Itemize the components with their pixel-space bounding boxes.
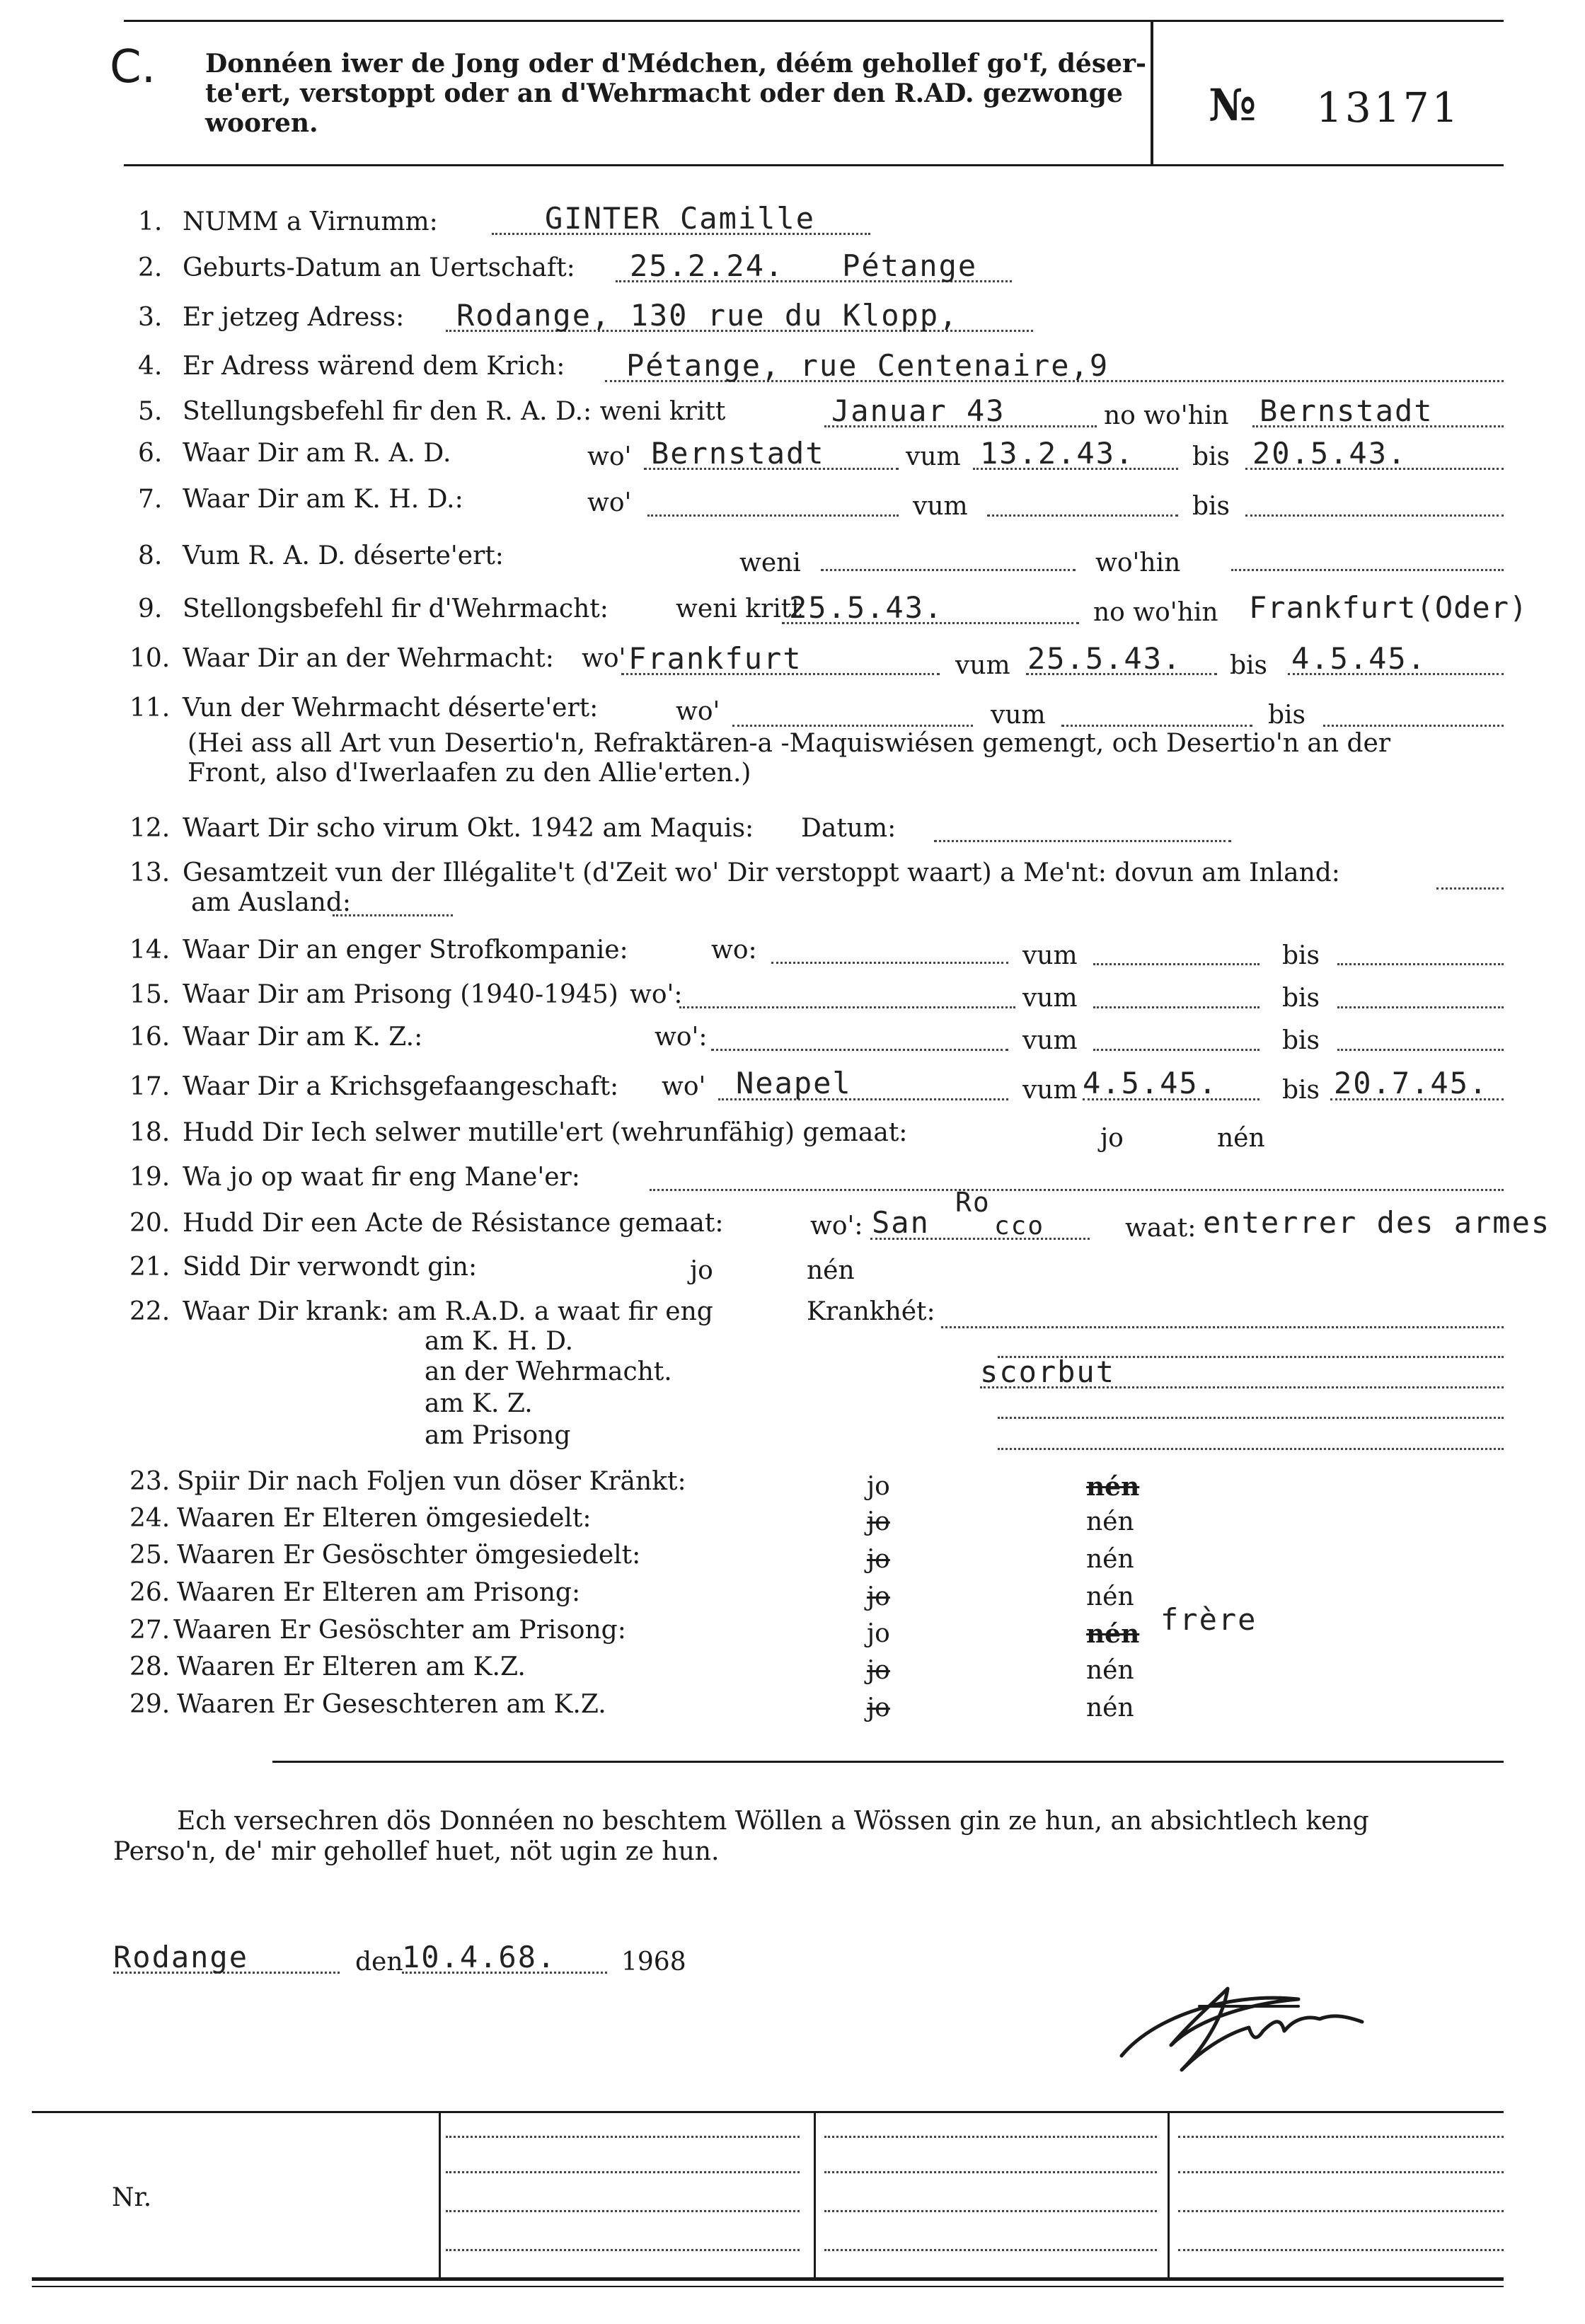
section-divider — [272, 1761, 1504, 1763]
item-number: 10. — [129, 644, 171, 673]
signature-date: 10.4.68. — [402, 1940, 557, 1974]
answer-field — [1436, 863, 1504, 890]
item-label: vum — [991, 701, 1046, 730]
item-label: Waaren Er Gesöschter am Prisong: — [173, 1616, 626, 1645]
answer-field — [1231, 545, 1504, 571]
item-option-nen: nén — [807, 1256, 855, 1285]
footer-field — [1178, 2151, 1504, 2173]
item-option-jo: jo — [867, 1472, 890, 1501]
header-title-line3: wooren. — [205, 108, 318, 138]
item-sublabel: am Prisong — [425, 1421, 571, 1450]
footer-bottom-line2 — [32, 2286, 1504, 2287]
item-option-nen: nén — [1086, 1656, 1134, 1685]
item-number: 14. — [129, 936, 171, 965]
footer-bottom-line — [32, 2277, 1504, 2281]
footer-field — [1178, 2229, 1504, 2251]
item-label: wo' — [662, 1072, 706, 1101]
item-number: 24. — [129, 1504, 171, 1533]
item-option-nen: nén — [1217, 1124, 1265, 1153]
item-note: (Hei ass all Art vun Desertio'n, Refraktären-a -Maquiswiésen gemengt, och Desertio'n an der — [188, 729, 1391, 758]
item-option-jo: jo — [867, 1693, 890, 1722]
answer-value: Rodange, 130 rue du Klopp, — [456, 298, 959, 333]
item-label: wo': — [630, 980, 683, 1009]
item-label: bis — [1192, 442, 1230, 471]
item-label: vum — [906, 442, 961, 471]
item-sublabel: am K. H. D. — [425, 1327, 574, 1356]
item-label: wo' — [582, 644, 626, 673]
item-label: wo' — [587, 442, 632, 471]
item-label: waat: — [1125, 1214, 1197, 1243]
answer-field — [1337, 939, 1504, 965]
footer-field — [824, 2229, 1157, 2251]
item-label: weni kritt — [676, 594, 802, 623]
answer-value: Neapel — [736, 1066, 852, 1100]
item-label: Stellungsbefehl fir den R. A. D.: weni kritt — [183, 397, 726, 426]
answer-field — [941, 1302, 1504, 1328]
item-label: Hudd Dir Iech selwer mutille'ert (wehrunfähig) gemaat: — [183, 1118, 908, 1147]
item-label: NUMM a Virnumm: — [183, 207, 438, 236]
footer-field — [824, 2116, 1157, 2138]
answer-value: Januar 43 — [831, 393, 1005, 428]
answer-value: scorbut — [980, 1354, 1116, 1389]
item-sublabel: an der Wehrmacht. — [425, 1357, 672, 1386]
item-number: 11. — [129, 694, 171, 723]
item-label: am Ausland: — [191, 888, 352, 917]
answer-field — [1061, 701, 1252, 727]
item-label: Krankhét: — [807, 1297, 935, 1326]
item-label: bis — [1192, 492, 1230, 521]
item-option-jo: jo — [867, 1507, 890, 1536]
answer-field — [1093, 982, 1260, 1008]
answer-value: 13.2.43. — [980, 436, 1135, 471]
item-label: Waaren Er Elteren am Prisong: — [177, 1578, 581, 1607]
item-label: Vun der Wehrmacht déserte'ert: — [183, 694, 599, 723]
answer-value: 25.5.43. — [789, 590, 944, 625]
answer-field — [1093, 939, 1260, 965]
item-label: vum — [1022, 984, 1078, 1013]
answer-field — [998, 1424, 1504, 1450]
form-letter: C. — [110, 41, 156, 93]
answer-field — [998, 1393, 1504, 1419]
item-number: 8. — [138, 541, 163, 570]
item-label: bis — [1282, 1026, 1320, 1055]
item-label: Sidd Dir verwondt gin: — [183, 1253, 478, 1282]
answer-field — [732, 701, 973, 727]
item-number: 26. — [129, 1578, 171, 1607]
item-label: Waaren Er Elteren ömgesiedelt: — [177, 1504, 592, 1533]
header-bottom-line — [124, 164, 1504, 166]
item-number: 21. — [129, 1253, 171, 1282]
answer-value: 4.5.45. — [1291, 641, 1427, 676]
item-number: 27. — [129, 1616, 171, 1645]
item-option-nen: nén — [1086, 1693, 1134, 1722]
item-label: vum — [913, 492, 968, 521]
item-number: 12. — [129, 814, 171, 843]
item-label: no wo'hin — [1093, 598, 1218, 627]
answer-field — [821, 545, 1076, 571]
item-label: bis — [1230, 651, 1268, 680]
answer-field — [1093, 1025, 1260, 1051]
item-number: 17. — [129, 1072, 171, 1101]
footer-field — [824, 2190, 1157, 2212]
answer-value: Ro — [955, 1187, 991, 1218]
item-label: Waar Dir am R. A. D. — [183, 439, 451, 468]
item-option-nen: nén — [1086, 1545, 1134, 1574]
document-number: 13171 — [1316, 84, 1461, 132]
item-number: 13. — [129, 858, 171, 887]
signature-place: Rodange — [113, 1940, 249, 1974]
declaration-line1: Ech versechren dös Donnéen no beschtem Wöllen a Wössen gin ze hun, an absichtlech keng — [177, 1807, 1369, 1836]
footer-field — [446, 2190, 800, 2212]
item-number: 1. — [138, 207, 163, 236]
footer-field — [446, 2151, 800, 2173]
answer-field — [1337, 982, 1504, 1008]
item-label: vum — [955, 651, 1010, 680]
item-label: Waar Dir am K. H. D.: — [183, 485, 463, 514]
answer-value: 4.5.45. — [1083, 1066, 1218, 1100]
answer-field — [1337, 1025, 1504, 1051]
item-number: 5. — [138, 397, 163, 426]
item-number: 28. — [129, 1652, 171, 1681]
answer-value: Bernstadt — [1260, 393, 1434, 428]
answer-value: Bernstadt — [651, 436, 825, 471]
item-number: 25. — [129, 1541, 171, 1570]
item-label: Hudd Dir een Acte de Résistance gemaat: — [183, 1209, 724, 1238]
header-title-line2: te'ert, verstoppt oder an d'Wehrmacht oder den R.AD. gezwonge — [205, 79, 1123, 108]
item-option-nen: nén — [1086, 1472, 1140, 1502]
signature-year: 1968 — [621, 1948, 686, 1977]
item-label: vum — [1022, 1076, 1078, 1105]
item-label: no wo'hin — [1104, 401, 1229, 430]
answer-field — [934, 816, 1231, 842]
item-number: 22. — [129, 1297, 171, 1326]
footer-field — [446, 2229, 800, 2251]
header-title-line1: Donnéen iwer de Jong oder d'Médchen, déém gehollef go'f, déser- — [205, 49, 1146, 79]
answer-field — [1323, 701, 1504, 727]
item-number: 9. — [138, 594, 163, 623]
item-option-jo: jo — [1100, 1124, 1124, 1153]
answer-value: 20.5.43. — [1252, 436, 1407, 471]
handwritten-signature — [1093, 1964, 1390, 2084]
answer-value: 25.5.43. — [1027, 641, 1182, 676]
footer-top-line — [32, 2111, 1504, 2113]
item-number: 16. — [129, 1023, 171, 1052]
item-label: Waaren Er Elteren am K.Z. — [177, 1652, 526, 1681]
footer-field — [824, 2151, 1157, 2173]
answer-value: Frankfurt(Oder) — [1249, 590, 1528, 625]
item-sublabel: am K. Z. — [425, 1389, 533, 1418]
footer-field — [1178, 2116, 1504, 2138]
item-number: 7. — [138, 485, 163, 514]
item-option-jo: jo — [690, 1256, 713, 1285]
item-number: 15. — [129, 980, 171, 1009]
item-label: Waart Dir scho virum Okt. 1942 am Maquis: — [183, 814, 754, 843]
item-label: Stellongsbefehl fir d'Wehrmacht: — [183, 594, 609, 623]
item-label: wo': — [810, 1212, 863, 1241]
item-number: 6. — [138, 439, 163, 468]
item-label: Geburts-Datum an Uertschaft: — [183, 253, 575, 282]
answer-field — [987, 490, 1178, 517]
answer-field — [647, 490, 899, 517]
item-label: bis — [1282, 984, 1320, 1013]
item-label: vum — [1022, 941, 1078, 970]
handwritten-note: frère — [1160, 1602, 1257, 1637]
item-label: Waar Dir a Krichsgefaangeschaft: — [183, 1072, 619, 1101]
item-number: 23. — [129, 1467, 171, 1496]
item-label: Waar Dir am Prisong (1940-1945) — [183, 980, 618, 1009]
item-option-nen: nén — [1086, 1582, 1134, 1611]
answer-field — [771, 938, 1008, 964]
answer-field — [711, 1025, 1008, 1051]
header-divider — [1151, 20, 1153, 165]
item-label: wo: — [711, 936, 757, 965]
item-number: 3. — [138, 303, 163, 332]
item-label: Waar Dir an enger Strofkompanie: — [183, 936, 628, 965]
item-number: 18. — [129, 1118, 171, 1147]
item-label: vum — [1022, 1026, 1078, 1055]
answer-field — [333, 890, 453, 916]
item-label: bis — [1282, 941, 1320, 970]
item-option-jo: jo — [867, 1545, 890, 1574]
item-option-nen: nén — [1086, 1619, 1140, 1649]
answer-value: 25.2.24. Pétange — [630, 248, 978, 283]
item-label: Waaren Er Gesöschter ömgesiedelt: — [177, 1541, 641, 1570]
item-label: Gesamtzeit vun der Illégalite't (d'Zeit wo' Dir verstoppt waart) a Me'nt: dovun am Inland: — [183, 858, 1340, 887]
footer-divider — [1168, 2111, 1170, 2281]
item-number: 2. — [138, 253, 163, 282]
declaration-line2: Perso'n, de' mir gehollef huet, nöt ugin ze hun. — [113, 1837, 720, 1866]
answer-field — [679, 982, 1015, 1008]
item-number: 4. — [138, 352, 163, 381]
item-option-jo: jo — [867, 1656, 890, 1685]
item-label: bis — [1282, 1076, 1320, 1105]
item-number: 20. — [129, 1209, 171, 1238]
number-sign: № — [1209, 79, 1257, 131]
item-label: bis — [1268, 701, 1306, 730]
item-label: wo' — [676, 697, 720, 726]
footer-field — [446, 2116, 800, 2138]
footer-divider — [814, 2111, 816, 2281]
footer-field — [1178, 2190, 1504, 2212]
answer-value: 20.7.45. — [1334, 1066, 1489, 1100]
item-label: Er jetzeg Adress: — [183, 303, 405, 332]
item-label: Er Adress wärend dem Krich: — [183, 352, 565, 381]
item-note: Front, also d'Iwerlaafen zu den Allie'erten.) — [188, 759, 751, 788]
item-number: 19. — [129, 1163, 171, 1192]
answer-value: Pétange, rue Centenaire,9 — [626, 348, 1110, 383]
item-label: Waaren Er Geseschteren am K.Z. — [177, 1690, 606, 1719]
item-label: weni — [739, 548, 801, 577]
item-label: Waar Dir am K. Z.: — [183, 1023, 423, 1052]
answer-value: cco — [994, 1212, 1045, 1241]
answer-value: Frankfurt — [628, 641, 802, 676]
footer-nr-label: Nr. — [112, 2183, 152, 2212]
item-label: wo'hin — [1095, 548, 1181, 577]
item-label: Vum R. A. D. déserte'ert: — [183, 541, 504, 570]
item-number: 29. — [129, 1690, 171, 1719]
date-label: den — [355, 1948, 403, 1977]
item-label: wo' — [587, 488, 632, 517]
item-label: Spiir Dir nach Foljen vun döser Kränkt: — [177, 1467, 686, 1496]
item-label: Datum: — [801, 814, 897, 843]
item-label: Waar Dir krank: am R.A.D. a waat fir eng — [183, 1297, 713, 1326]
answer-field — [1245, 490, 1504, 517]
top-border — [124, 20, 1504, 22]
item-label: Wa jo op waat fir eng Mane'er: — [183, 1163, 580, 1192]
answer-value: GINTER Camille — [545, 201, 816, 236]
answer-field — [650, 1165, 1504, 1191]
item-option-jo: jo — [867, 1619, 890, 1648]
item-option-jo: jo — [867, 1582, 890, 1611]
item-option-nen: nén — [1086, 1507, 1134, 1536]
item-label: wo': — [655, 1023, 708, 1052]
footer-divider — [439, 2111, 441, 2281]
answer-value: San — [872, 1205, 930, 1240]
answer-value: enterrer des armes — [1203, 1205, 1551, 1240]
item-label: Waar Dir an der Wehrmacht: — [183, 644, 554, 673]
